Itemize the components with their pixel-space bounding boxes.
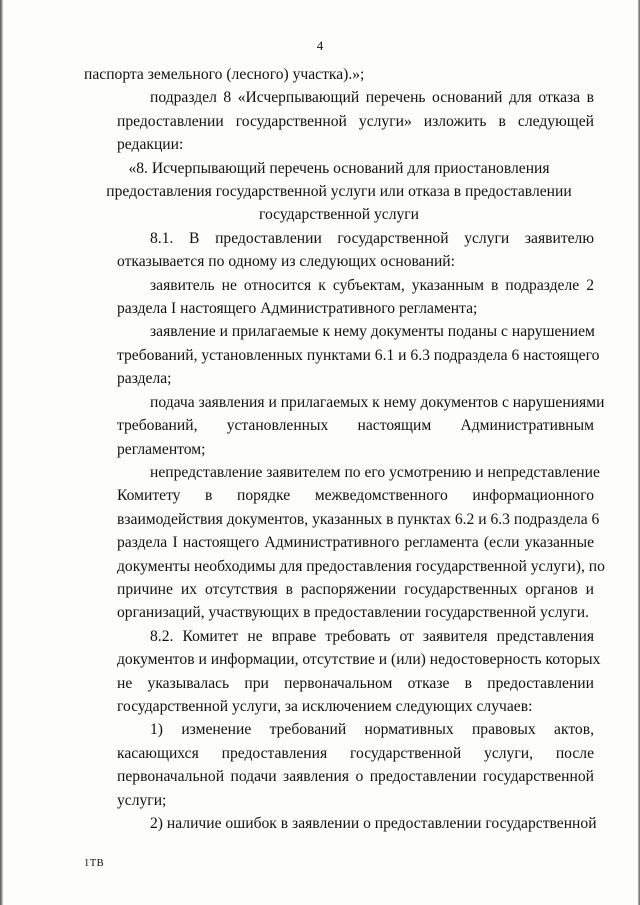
scan-edge-left xyxy=(0,0,3,905)
paragraph xyxy=(84,63,594,86)
text-line: раздела I настоящего Административного регламента; xyxy=(117,300,478,318)
text-line: Комитету в порядке межведомственного информационного xyxy=(117,487,594,505)
paragraph xyxy=(84,625,601,719)
text-line: требований, установленных пунктами 6.1 и 6.3 подраздела 6 настоящего xyxy=(117,346,600,364)
document-body xyxy=(84,63,605,835)
text-line: не указывалась при первоначальном отказе в предоставлении xyxy=(117,674,594,692)
paragraph xyxy=(84,320,600,390)
paragraph xyxy=(84,461,605,625)
text-line: 1) изменение требований нормативных правовых актов, xyxy=(150,721,594,739)
paragraph xyxy=(84,391,605,461)
text-line: предоставления государственной услуги или отказа в предоставлении xyxy=(106,183,572,201)
text-line: требований, установленных настоящим Административным xyxy=(117,417,594,435)
paragraph xyxy=(84,86,594,156)
paragraph xyxy=(84,718,594,812)
text-line: отказывается по одному из следующих оснований: xyxy=(117,253,455,271)
text-line: первоначальной подачи заявления о предоставлении государственной xyxy=(117,768,594,786)
text-line: услуги; xyxy=(117,791,167,809)
text-line: раздела; xyxy=(117,370,172,388)
text-line: раздела I настоящего Административного регламента (если указанные xyxy=(117,534,594,552)
paragraph xyxy=(84,157,594,227)
text-line: государственной услуги, за исключением следующих случаев: xyxy=(117,697,533,715)
text-line: 2) наличие ошибок в заявлении о предоставлении государственной xyxy=(150,815,597,832)
text-line: непредставление заявителем по его усмотрению и непредставление xyxy=(150,463,600,481)
paragraph xyxy=(84,227,594,274)
paragraph xyxy=(84,812,597,835)
text-line: подача заявления и прилагаемых к нему документов с нарушениями xyxy=(150,393,605,411)
text-line: заявитель не относится к субъектам, указанным в подразделе 2 xyxy=(150,276,594,294)
text-line: паспорта земельного (лесного) участка).»; xyxy=(84,66,365,83)
text-line: редакции: xyxy=(117,136,184,154)
text-line: документов и информации, отсутствие и (или) недостоверность которых xyxy=(117,651,601,669)
text-line: причине их отсутствия в распоряжении государственных органов и xyxy=(117,580,594,598)
page-number: 4 xyxy=(316,38,324,53)
text-line: подраздел 8 «Исчерпывающий перечень оснований для отказа в xyxy=(150,89,594,107)
text-line: организаций, участвующих в предоставлении государственной услуги. xyxy=(117,604,589,622)
text-line: заявление и прилагаемые к нему документы поданы с нарушением xyxy=(150,323,595,341)
text-line: касающихся предоставления государственной услуги, после xyxy=(117,744,594,762)
text-line: 8.1. В предоставлении государственной услуги заявителю xyxy=(150,229,594,247)
text-line: регламентом; xyxy=(117,440,206,458)
text-line: предоставлении государственной услуги» изложить в следующей xyxy=(117,112,594,130)
text-line: документы необходимы для предоставления государственной услуги), по xyxy=(117,557,605,575)
paragraph xyxy=(84,274,594,321)
text-line: государственной услуги xyxy=(258,206,420,224)
footer-code: 1ТВ xyxy=(84,858,105,869)
text-line: «8. Исчерпывающий перечень оснований для приостановления xyxy=(128,159,550,177)
text-line: взаимодействия документов, указанных в пунктах 6.2 и 6.3 подраздела 6 xyxy=(117,510,600,528)
text-line: 8.2. Комитет не вправе требовать от заявителя представления xyxy=(150,627,594,645)
